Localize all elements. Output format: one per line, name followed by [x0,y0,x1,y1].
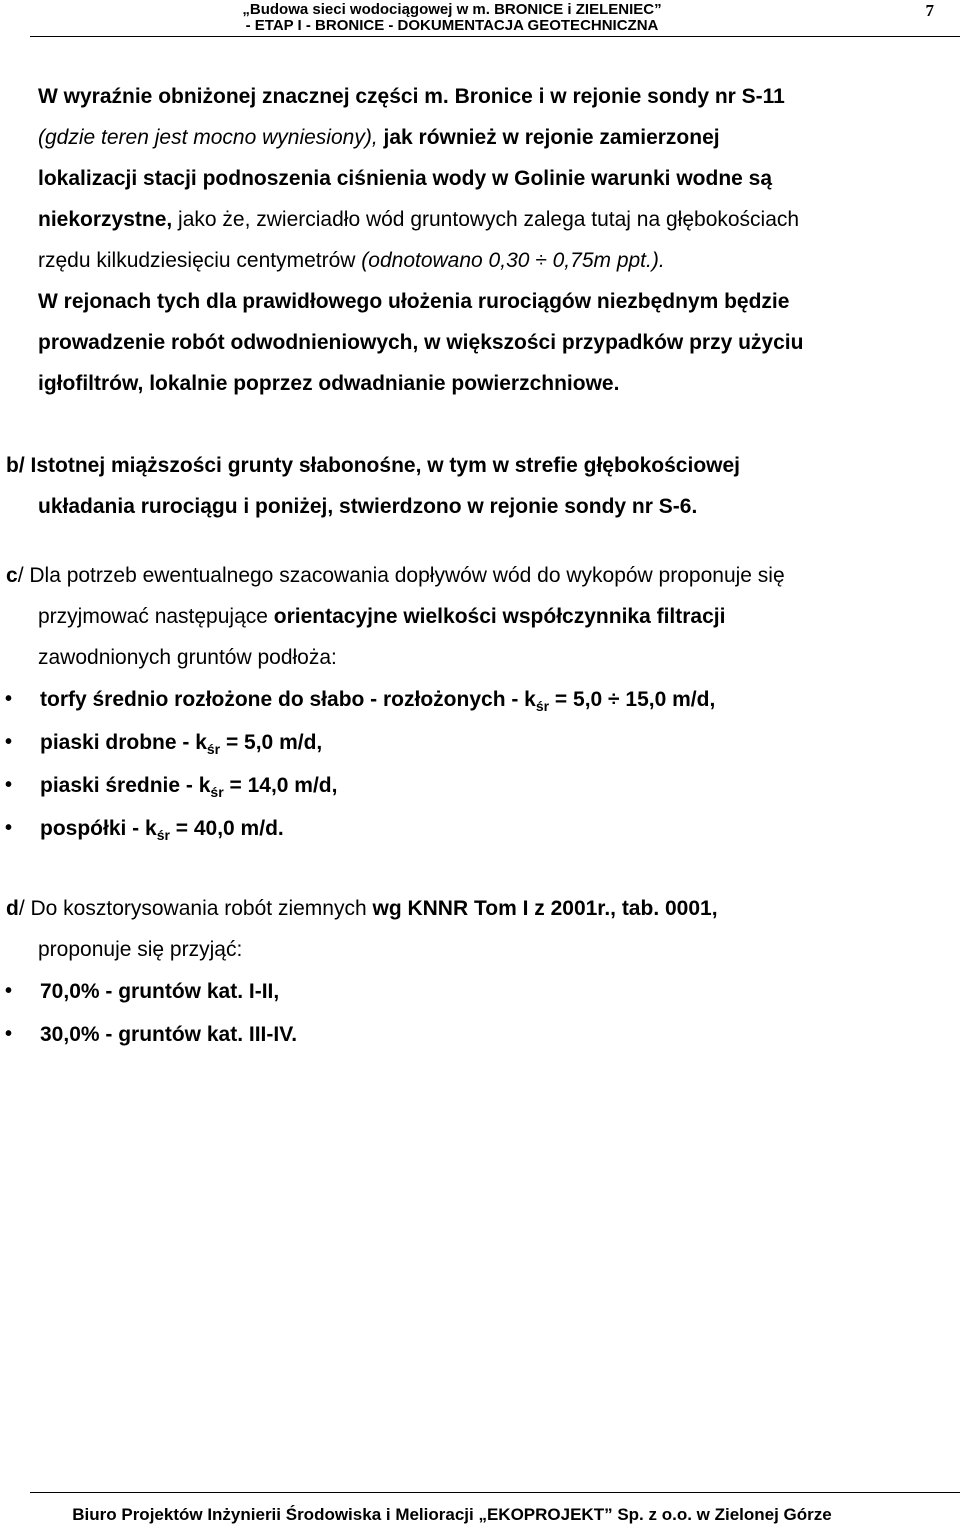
paragraph-line: W rejonach tych dla prawidłowego ułożenia rurociągów niezbędnym będzie [38,290,790,313]
paragraph-line [38,117,960,158]
page-header [0,0,960,38]
list-item: • pospółki - $k_{śr} = 40,0$ m/d. [38,807,960,850]
paragraph-spacer [38,527,960,555]
normal-text: przyjmować następujące [38,605,274,628]
bold-text: wg KNNR Tom I z 2001r., tab. 0001, [372,897,718,920]
paragraph-d-line [6,888,960,929]
list-item: • 30,0% - gruntów kat. III-IV. [38,1013,960,1056]
list-item: • 70,0% - gruntów kat. I-II, [38,970,960,1013]
header-title-line2: - ETAP I - BRONICE - DOKUMENTACJA GEOTECHNICZNA [245,17,659,34]
paragraph-line [38,199,960,240]
paragraph-c-line: zawodnionych gruntów podłoża: [38,646,337,669]
paragraph-line: W wyraźnie obniżonej znacznej części m. Bronice i w rejonie sondy nr S-11 [38,85,785,108]
page-footer: Biuro Projektów Inżynierii Środowiska i Melioracji „EKOPROJEKT” Sp. z o.o. w Zielonej Górze [72,1505,832,1524]
normal-text: jako że, zwierciadło wód gruntowych zalega tutaj na głębokościach [172,208,800,231]
bullet-icon: • [5,688,13,710]
paragraph-line: igłofiltrów, lokalnie poprzez odwadnianie powierzchniowe. [38,372,620,395]
paragraph-c-line [6,555,960,596]
paragraph-line: lokalizacji stacji podnoszenia ciśnienia wody w Golinie warunki wodne są [38,167,773,190]
document-body [5,76,960,1056]
paragraph-b-line: b/ Istotnej miąższości grunty słabonośne, w tym w strefie głębokościowej [6,454,740,477]
italic-text: (gdzie teren jest mocno wyniesiony), [38,126,378,149]
list-item: • piaski średnie - $k_{śr} = 14,0$ m/d, [38,764,960,807]
bullet-icon: • [5,1023,13,1045]
bullet-icon: • [5,817,13,839]
normal-text: / Do kosztorysowania robót ziemnych [18,897,373,920]
normal-text: / Dla potrzeb ewentualnego szacowania dopływów wód do wykopów proponuje się [17,564,785,587]
bullet-icon: • [5,774,13,796]
paragraph-spacer [38,404,960,445]
paragraph-spacer [38,850,960,888]
italic-text: (odnotowano 0,30 ÷ 0,75m ppt.). [361,249,665,272]
footer-divider [30,1492,960,1493]
list-marker: c [6,564,18,587]
normal-text: rzędu kilkudziesięciu centymetrów [38,249,362,272]
bullet-icon: • [5,731,13,753]
list-item: • piaski drobne - $k_{śr} = 5,0$ m/d, [38,721,960,764]
filtration-list [5,678,960,850]
list-marker: d [6,897,19,920]
bold-text: niekorzystne, [38,208,173,231]
paragraph-line [38,240,960,281]
bold-text: jak również w rejonie zamierzonej [377,126,720,149]
paragraph-b-line: układania rurociągu i poniżej, stwierdzono w rejonie sondy nr S-6. [38,495,698,518]
bold-text: orientacyjne wielkości współczynnika filtracji [273,605,726,628]
header-title-line1: „Budowa sieci wodociągowej w m. BRONICE i ZIELENIEC” [242,1,662,18]
bullet-icon: • [5,980,13,1002]
list-item: • torfy średnio rozłożone do słabo - rozłożonych - $k_{śr} = 5,0 \div 15,0$ m/d, [38,678,960,721]
header-divider [30,36,960,37]
page-number: 7 [925,1,934,20]
paragraph-c-line [38,596,960,637]
paragraph-line: prowadzenie robót odwodnieniowych, w większości przypadków przy użyciu [38,331,804,354]
soil-category-list [5,970,960,1056]
paragraph-d-line: proponuje się przyjąć: [38,938,243,961]
